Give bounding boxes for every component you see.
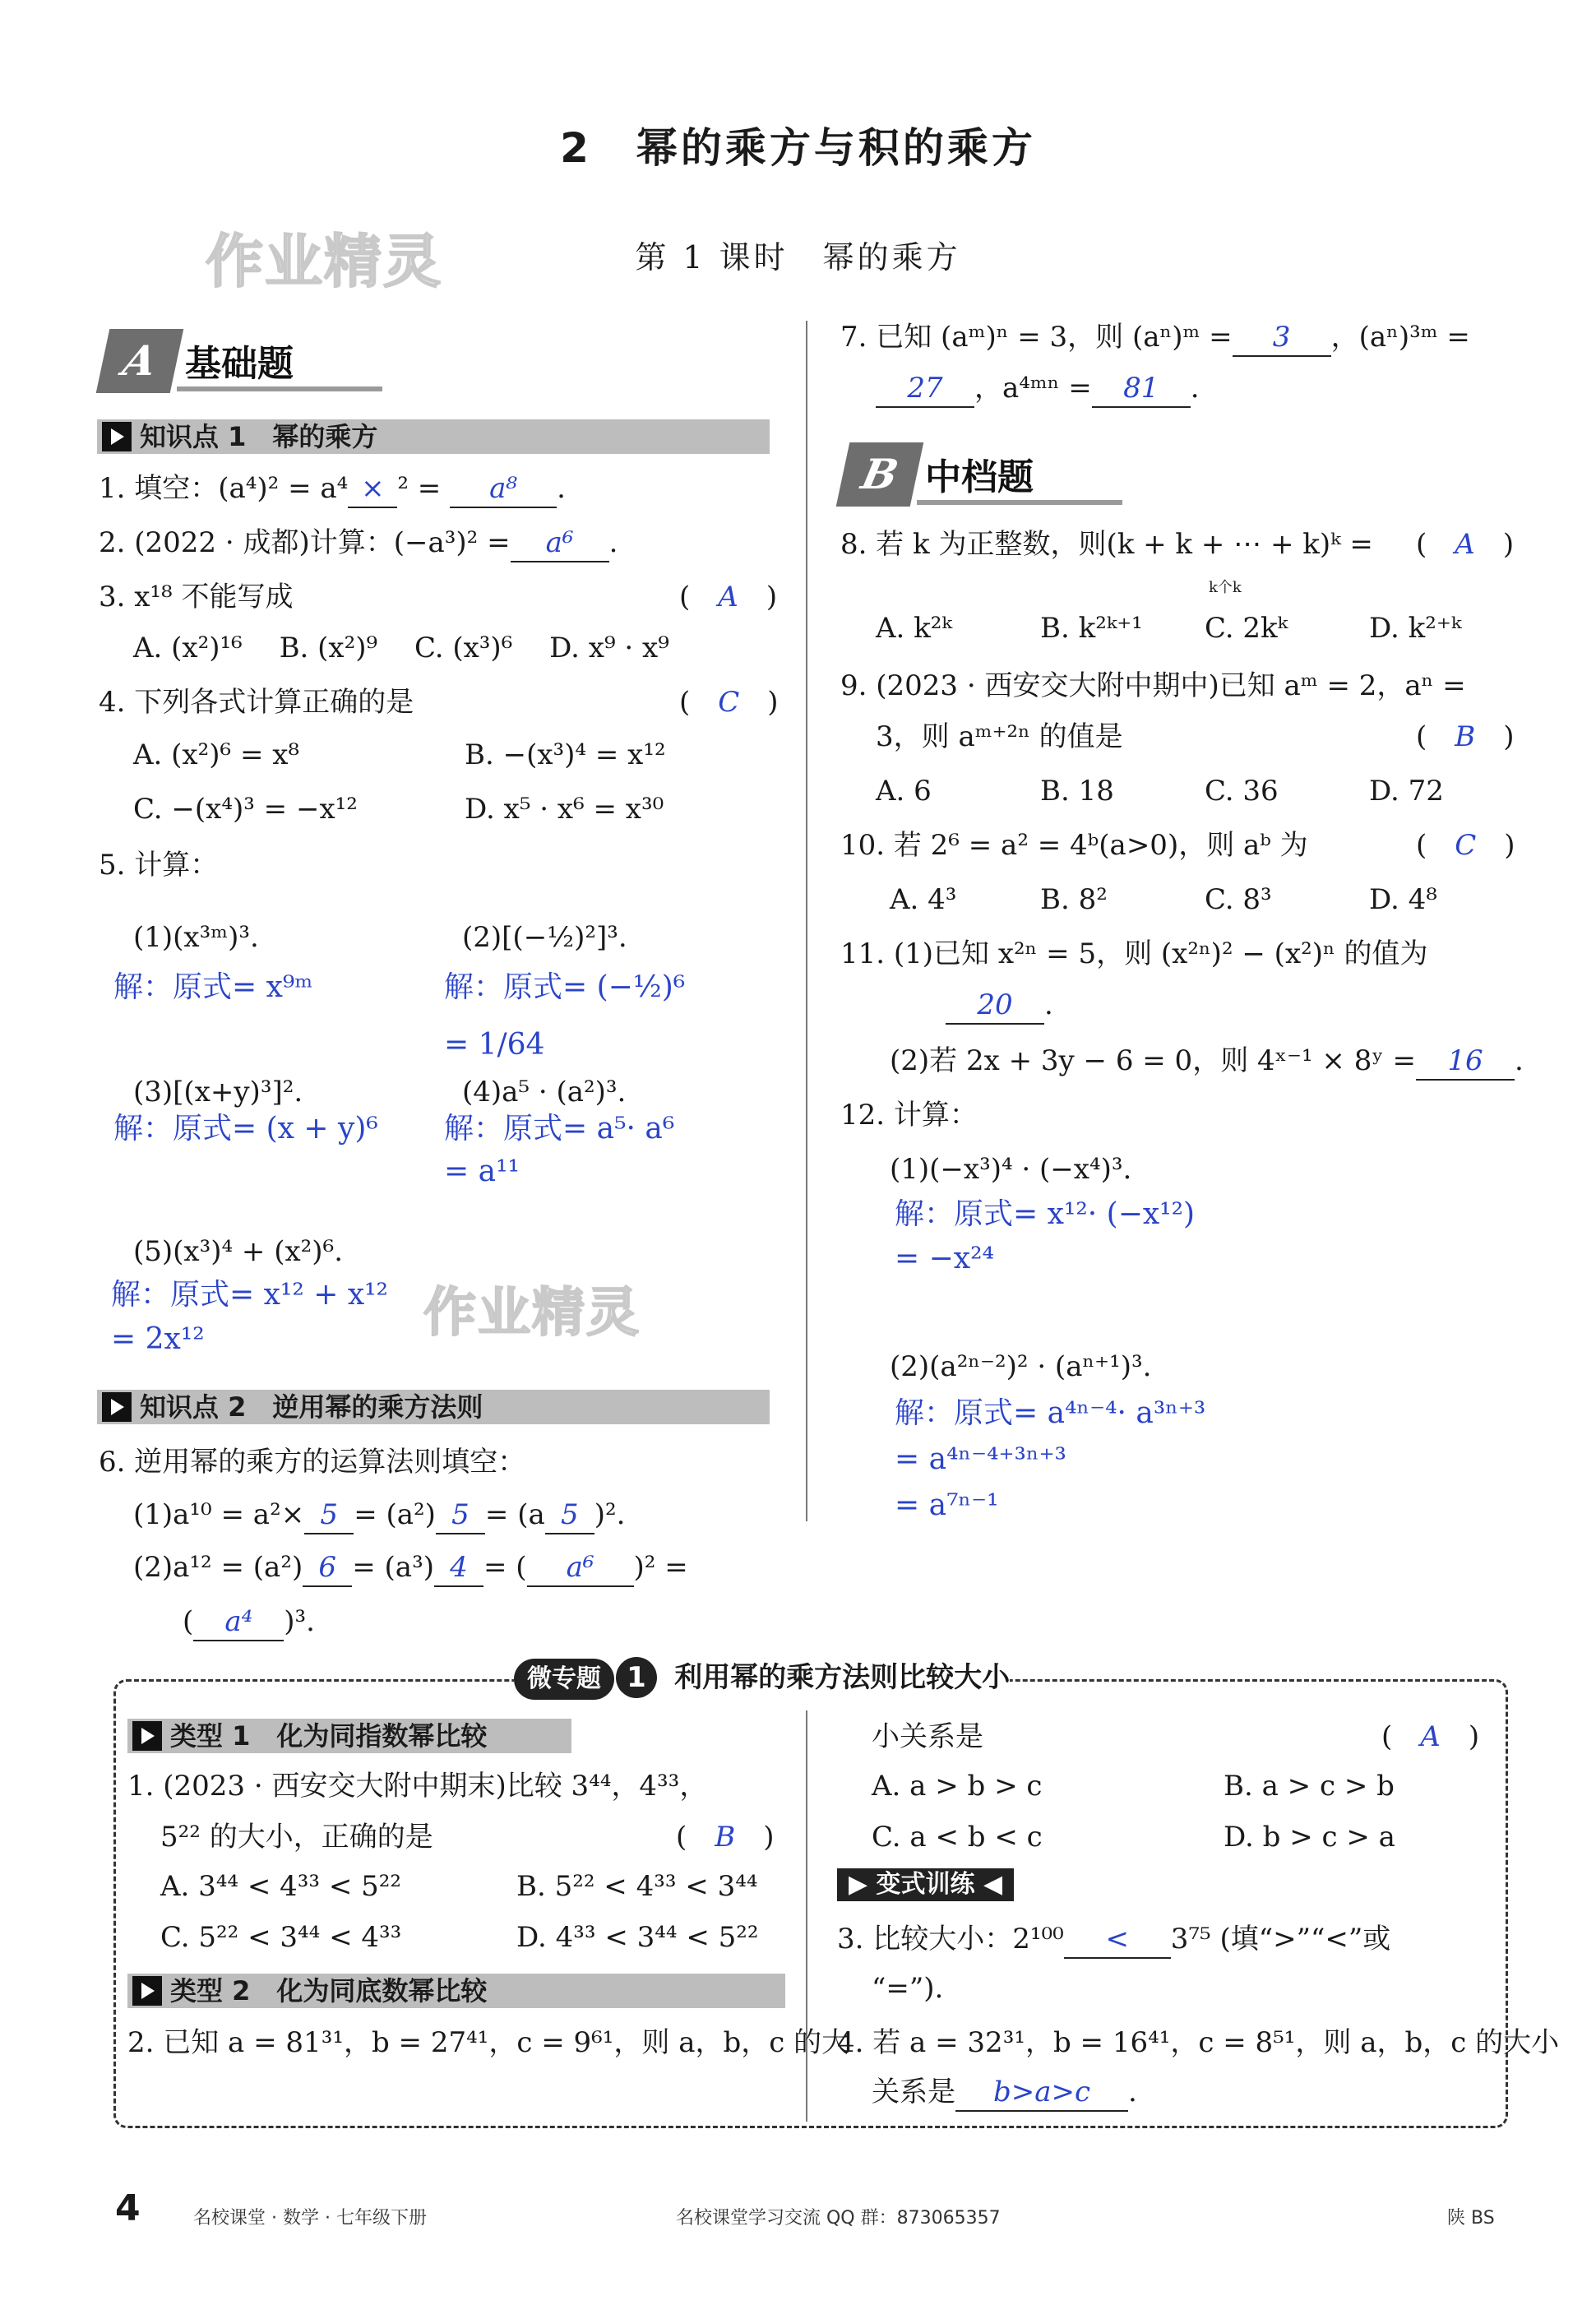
q3-options: A. (x²)¹⁶ B. (x²)⁹ C. (x³)⁶ D. x⁹ · x⁹	[133, 632, 669, 664]
q8-option-a: A. k²ᵏ	[876, 612, 952, 645]
play-triangle-icon	[102, 422, 132, 451]
knowledge-point-1-label: 知识点 1 幂的乘方	[140, 421, 378, 452]
q8-option-b: B. k²ᵏ⁺¹	[1040, 612, 1143, 645]
knowledge-point-2-label: 知识点 2 逆用幂的乘方法则	[140, 1391, 483, 1423]
q5-part-4: (4)a⁵ · (a²)³.	[462, 1076, 627, 1109]
lesson-subtitle: 第 1 课时 幂的乘方	[635, 239, 961, 275]
p2-option-c: C. a < b < c	[872, 1821, 1043, 1854]
q9-option-c: C. 36	[1205, 775, 1279, 808]
special-problem-4-line2: 关系是 b>a>c .	[872, 2074, 1137, 2112]
p1-choice: ( B )	[676, 1821, 775, 1854]
chapter-title: 2 幂的乘方与积的乘方	[560, 124, 1036, 172]
footer-qq-group: 名校课堂学习交流 QQ 群：873065357	[676, 2208, 1001, 2229]
p2-option-d: D. b > c > a	[1224, 1821, 1395, 1854]
q3-choice: ( A )	[679, 581, 778, 613]
section-a-label: A	[96, 329, 184, 393]
section-b-title: 中档题	[925, 456, 1034, 498]
q5-part-3: (3)[(x+y)³]².	[133, 1076, 303, 1109]
question-4: 4. 下列各式计算正确的是	[99, 686, 414, 719]
question-1: 1. 填空：(a⁴)² = a⁴ × ² = a⁸ .	[99, 470, 566, 508]
q10-option-b: B. 8²	[1040, 883, 1108, 916]
play-triangle-icon	[132, 1976, 162, 2006]
footer-edition: 陕 BS	[1447, 2208, 1495, 2229]
q11-part-1-blank: 20 .	[946, 987, 1053, 1025]
q5-part-5-solution-line2: = 2x¹²	[111, 1322, 205, 1356]
q1-blank-1: ×	[348, 470, 397, 508]
q4-option-a: A. (x²)⁶ = x⁸	[133, 738, 300, 771]
q10-option-c: C. 8³	[1205, 883, 1272, 916]
q10-choice: ( C )	[1416, 829, 1515, 862]
p1-option-b: B. 5²² < 4³³ < 3⁴⁴	[516, 1870, 758, 1903]
q12-part-1: (1)(−x³)⁴ · (−x⁴)³.	[890, 1153, 1132, 1186]
badge-text: 微专题	[514, 1659, 614, 1700]
q10-option-a: A. 4³	[890, 883, 957, 916]
knowledge-point-2-bar	[97, 1390, 770, 1424]
section-a-header	[103, 329, 399, 393]
q12-part-2: (2)(a²ⁿ⁻²)² · (aⁿ⁺¹)³.	[890, 1350, 1152, 1383]
p2-option-b: B. a > c > b	[1224, 1770, 1395, 1803]
footer-book-title: 名校课堂 · 数学 · 七年级下册	[193, 2208, 427, 2229]
q5-part-2-solution: 解：原式= (−½)⁶	[444, 970, 686, 1004]
page-number: 4	[115, 2187, 141, 2229]
special-problem-2: 2. 已知 a = 81³¹，b = 27⁴¹，c = 9⁶¹，则 a，b，c 的大	[127, 2026, 850, 2059]
q8-option-c: C. 2kᵏ	[1205, 612, 1288, 645]
p2-choice: ( A )	[1381, 1720, 1480, 1753]
question-2: 2. (2022 · 成都)计算：(−a³)² = a⁶ .	[99, 525, 618, 562]
question-3: 3. x¹⁸ 不能写成	[99, 581, 294, 613]
question-7: 7. 已知 (aᵐ)ⁿ = 3，则 (aⁿ)ᵐ = 3 ，(aⁿ)³ᵐ =	[840, 319, 1470, 357]
section-a-rule	[177, 386, 382, 391]
column-divider	[806, 321, 807, 1521]
q5-part-4-solution: 解：原式= a⁵· a⁶	[444, 1112, 675, 1146]
question-11: 11. (1)已知 x²ⁿ = 5，则 (x²ⁿ)² − (x²)ⁿ 的值为	[840, 937, 1428, 970]
q5-part-4-solution-line2: = a¹¹	[444, 1155, 520, 1188]
question-6: 6. 逆用幂的乘方的运算法则填空：	[99, 1446, 526, 1479]
section-a-title: 基础题	[185, 343, 294, 385]
q12-part-2-solution: 解：原式= a⁴ⁿ⁻⁴· a³ⁿ⁺³	[895, 1396, 1206, 1430]
q9-option-a: A. 6	[876, 775, 932, 808]
q5-part-5: (5)(x³)⁴ + (x²)⁶.	[133, 1235, 343, 1268]
section-b-rule	[917, 500, 1122, 505]
type-2-bar	[127, 1974, 785, 2008]
q2-answer: a⁶	[511, 525, 609, 562]
q11-part-2: (2)若 2x + 3y − 6 = 0，则 4ˣ⁻¹ × 8ʸ = 16 .	[890, 1043, 1524, 1081]
q12-part-1-solution: 解：原式= x¹²· (−x¹²)	[895, 1197, 1196, 1231]
question-8: 8. 若 k 为正整数，则(k + k + ⋯ + k)ᵏ =	[840, 528, 1373, 561]
watermark-logo: 作业精灵	[423, 1283, 641, 1344]
q6-part-2-line2: ( a⁴ )³.	[183, 1604, 315, 1641]
play-triangle-icon	[102, 1392, 132, 1422]
q6-part-2: (2)a¹² = (a²) 6 = (a³) 4 = ( a⁶ )² =	[133, 1549, 688, 1587]
question-9-line2: 3，则 aᵐ⁺²ⁿ 的值是	[876, 720, 1123, 753]
q4-choice: ( C )	[679, 686, 779, 719]
q5-part-1: (1)(x³ᵐ)³.	[133, 921, 259, 954]
question-10: 10. 若 2⁶ = a² = 4ᵇ(a>0)，则 aᵇ 为	[840, 829, 1308, 862]
q5-part-3-solution: 解：原式= (x + y)⁶	[113, 1112, 378, 1146]
q9-option-d: D. 72	[1369, 775, 1444, 808]
question-7-line2: 27 ，a⁴ᵐⁿ = 81 .	[876, 370, 1200, 408]
special-problem-4: 4. 若 a = 32³¹，b = 16⁴¹，c = 8⁵¹，则 a，b，c 的大小	[837, 2026, 1560, 2059]
play-triangle-icon	[132, 1721, 162, 1751]
q4-option-c: C. −(x⁴)³ = −x¹²	[133, 793, 358, 826]
q12-part-2-solution-line2: = a⁴ⁿ⁻⁴⁺³ⁿ⁺³	[895, 1442, 1066, 1476]
q8-underbrace-label: k个k	[1209, 579, 1242, 596]
q8-option-d: D. k²⁺ᵏ	[1369, 612, 1462, 645]
variant-training-tag: ▶ 变式训练 ◀	[837, 1868, 1014, 1901]
badge-number: 1	[616, 1657, 657, 1698]
q8-choice: ( A )	[1416, 528, 1515, 561]
p1-option-a: A. 3⁴⁴ < 4³³ < 5²²	[160, 1870, 402, 1903]
q5-part-1-solution: 解：原式= x⁹ᵐ	[113, 970, 313, 1004]
section-b-header	[843, 442, 1139, 507]
q5-part-2-solution-line2: = 1/64	[444, 1028, 545, 1062]
question-12: 12. 计算：	[840, 1099, 978, 1132]
q5-part-2: (2)[(−½)²]³.	[462, 921, 627, 954]
special-topic-title: 利用幂的乘方法则比较大小	[674, 1661, 1011, 1694]
watermark-logo: 作业精灵	[206, 228, 442, 295]
p2-option-a: A. a > b > c	[872, 1770, 1043, 1803]
section-b-label: B	[836, 442, 924, 507]
special-topic-badge	[514, 1657, 1010, 1705]
p1-option-d: D. 4³³ < 3⁴⁴ < 5²²	[516, 1921, 759, 1954]
knowledge-point-1-bar	[97, 419, 770, 454]
q5-part-5-solution: 解：原式= x¹² + x¹²	[111, 1278, 388, 1312]
q1-answer: a⁸	[450, 470, 557, 508]
q10-option-d: D. 4⁸	[1369, 883, 1437, 916]
q12-part-2-solution-line3: = a⁷ⁿ⁻¹	[895, 1488, 999, 1522]
type-2-label: 类型 2 化为同底数幂比较	[170, 1975, 488, 2006]
q12-part-1-solution-line2: = −x²⁴	[895, 1242, 994, 1275]
q4-option-b: B. −(x³)⁴ = x¹²	[465, 738, 666, 771]
type-1-label: 类型 1 化为同指数幂比较	[170, 1720, 488, 1752]
special-problem-1-line2: 5²² 的大小，正确的是	[160, 1821, 433, 1854]
p1-option-c: C. 5²² < 3⁴⁴ < 4³³	[160, 1921, 402, 1954]
special-problem-1: 1. (2023 · 西安交大附中期末)比较 3⁴⁴，4³³，	[127, 1770, 708, 1803]
q4-option-d: D. x⁵ · x⁶ = x³⁰	[465, 793, 664, 826]
type-1-bar	[127, 1719, 571, 1753]
q6-part-1: (1)a¹⁰ = a²× 5 = (a²) 5 = (a 5 )².	[133, 1497, 625, 1534]
special-problem-3-line2: “=”).	[872, 1972, 944, 2005]
special-problem-2-cont: 小关系是	[872, 1720, 983, 1753]
special-problem-3: 3. 比较大小：2¹⁰⁰ < 3⁷⁵ (填“>”“<”或	[837, 1921, 1390, 1959]
q9-option-b: B. 18	[1040, 775, 1114, 808]
question-9: 9. (2023 · 西安交大附中期中)已知 aᵐ = 2，aⁿ =	[840, 669, 1466, 702]
q9-choice: ( B )	[1416, 720, 1515, 753]
question-5: 5. 计算：	[99, 849, 219, 882]
